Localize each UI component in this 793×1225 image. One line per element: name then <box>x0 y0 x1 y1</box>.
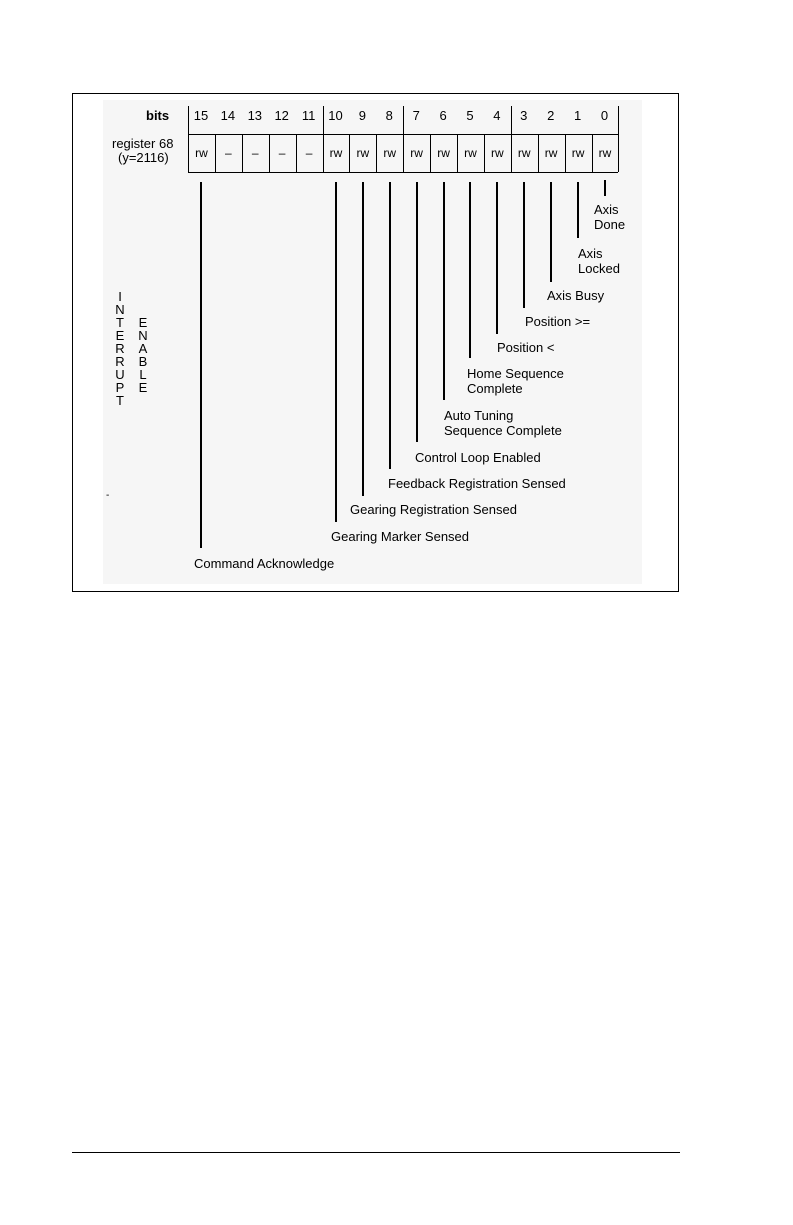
bit-number: 1 <box>573 108 582 123</box>
bit-number: 6 <box>439 108 447 123</box>
bit-number: 9 <box>358 108 366 123</box>
bits-label: bits <box>146 108 170 123</box>
label-auto-tuning: Auto Tuning Sequence Complete <box>444 408 562 438</box>
cell-divider <box>484 134 485 172</box>
byte-divider <box>511 106 512 134</box>
bit-number: 15 <box>193 108 209 123</box>
label-position-lt: Position < <box>497 340 555 355</box>
cell-divider <box>618 134 619 172</box>
label-feedback-registration: Feedback Registration Sensed <box>388 476 566 491</box>
label-gearing-registration: Gearing Registration Sensed <box>350 502 517 517</box>
leader-line <box>200 182 202 548</box>
leader-line <box>335 182 337 522</box>
bit-number: 11 <box>301 108 316 123</box>
label-axis-busy: Axis Busy <box>547 288 605 303</box>
register-cell: – <box>251 146 259 160</box>
label-home-sequence: Home Sequence Complete <box>467 366 564 396</box>
leader-line <box>496 182 498 334</box>
label-control-loop: Control Loop Enabled <box>415 450 541 465</box>
cell-divider <box>592 134 593 172</box>
cell-divider <box>511 134 512 172</box>
label-command-acknowledge: Command Acknowledge <box>194 556 335 571</box>
cell-divider <box>269 134 270 172</box>
cell-divider <box>457 134 458 172</box>
register-cell: rw <box>544 146 558 160</box>
leader-line <box>416 182 418 442</box>
leader-line <box>443 182 445 400</box>
cell-border <box>188 134 618 135</box>
register-cell: – <box>278 146 286 160</box>
cell-border <box>188 172 618 173</box>
byte-divider <box>188 106 189 134</box>
register-label: register 68 <box>112 136 174 151</box>
register-cell: rw <box>491 146 504 160</box>
cell-divider <box>242 134 243 172</box>
leader-line <box>523 182 525 308</box>
label-position-ge: Position >= <box>525 314 591 329</box>
cell-divider <box>538 134 539 172</box>
register-cell: rw <box>410 146 423 160</box>
bit-number: 7 <box>412 108 420 123</box>
bit-number: 12 <box>274 108 289 123</box>
register-cell: rw <box>464 146 477 160</box>
bit-number: 3 <box>520 108 528 123</box>
register-cell: – <box>224 146 232 160</box>
leader-line <box>362 182 364 496</box>
bit-number: 8 <box>385 108 393 123</box>
register-cell: rw <box>571 146 585 160</box>
label-axis-locked: Axis Locked <box>578 246 620 276</box>
leader-line <box>604 180 606 196</box>
register-cell: rw <box>195 146 208 160</box>
cell-divider <box>296 134 297 172</box>
enable-vertical-label: E N A B L E <box>138 315 148 395</box>
leader-line <box>577 182 579 238</box>
cell-divider <box>188 134 189 172</box>
stray-mark: - <box>106 490 110 501</box>
cell-divider <box>403 134 404 172</box>
leader-line <box>469 182 471 358</box>
register-cell: rw <box>329 146 343 160</box>
cell-divider <box>430 134 431 172</box>
cell-divider <box>376 134 377 172</box>
page-footer-rule <box>72 1152 680 1153</box>
cell-divider <box>323 134 324 172</box>
register-cell: – <box>305 146 313 160</box>
interrupt-vertical-label: I N T E R R U P T <box>115 289 125 408</box>
cell-divider <box>215 134 216 172</box>
byte-divider <box>618 106 619 134</box>
bit-number: 0 <box>600 108 609 123</box>
register-cell: rw <box>383 146 397 160</box>
cell-divider <box>565 134 566 172</box>
leader-line <box>550 182 552 282</box>
register-cell: rw <box>517 146 531 160</box>
bit-number: 4 <box>493 108 501 123</box>
register-cell: rw <box>437 146 450 160</box>
leader-line <box>389 182 391 469</box>
bit-number: 13 <box>247 108 263 123</box>
byte-divider <box>323 106 324 134</box>
label-gearing-marker: Gearing Marker Sensed <box>331 529 470 544</box>
label-axis-done: Axis Done <box>594 202 626 232</box>
bit-number: 10 <box>328 108 343 123</box>
bit-number: 5 <box>466 108 474 123</box>
register-address: (y=2116) <box>118 150 169 165</box>
register-cell: rw <box>598 146 612 160</box>
register-cell: rw <box>356 146 370 160</box>
bit-number: 2 <box>547 108 555 123</box>
byte-divider <box>403 106 404 134</box>
bit-number: 14 <box>220 108 236 123</box>
cell-divider <box>349 134 350 172</box>
